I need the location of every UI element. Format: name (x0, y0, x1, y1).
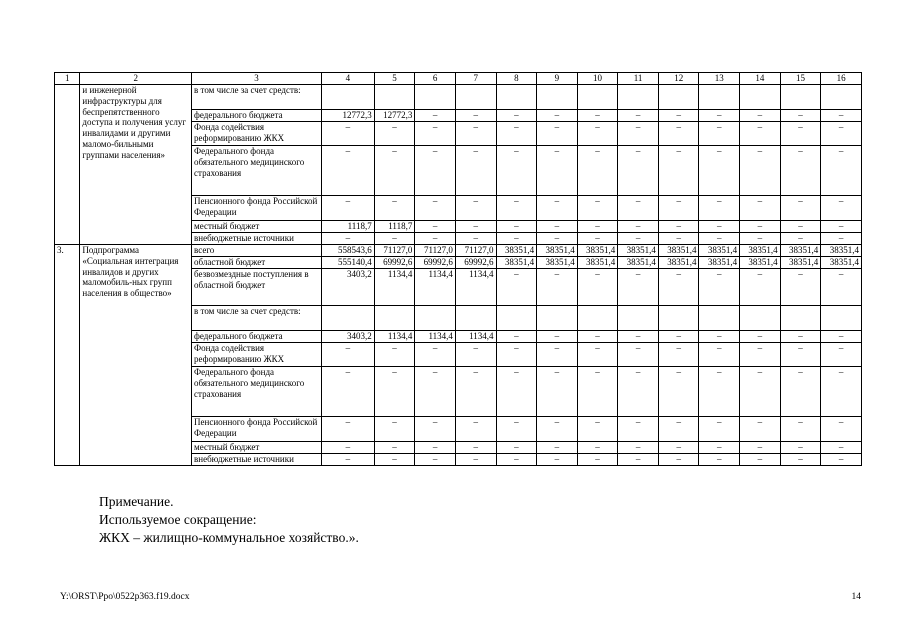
value-cell: – (740, 146, 781, 196)
value-cell: – (780, 269, 821, 306)
file-path: Y:\ORST\Ppo\0522p363.f19.docx (60, 592, 190, 602)
value-cell: – (415, 221, 456, 233)
value-cell: – (658, 110, 699, 122)
value-cell: – (780, 367, 821, 417)
value-cell: – (699, 146, 740, 196)
value-cell (780, 306, 821, 331)
value-cell: – (699, 417, 740, 442)
value-cell: 1134,4 (374, 331, 415, 343)
value-cell: – (740, 196, 781, 221)
value-cell: – (821, 417, 862, 442)
value-cell: – (455, 367, 496, 417)
value-cell: – (496, 269, 537, 306)
value-cell: – (699, 331, 740, 343)
value-cell: – (415, 122, 456, 146)
value-cell: – (780, 122, 821, 146)
table-header-row (55, 73, 862, 85)
value-cell: 69992,6 (455, 257, 496, 269)
value-cell: 38351,4 (821, 257, 862, 269)
value-cell (740, 306, 781, 331)
value-cell (658, 85, 699, 110)
row-number (55, 85, 80, 245)
value-cell: – (658, 233, 699, 245)
funding-source-label: в том числе за счет средств: (192, 306, 322, 331)
value-cell: – (699, 110, 740, 122)
column-number: 9 (537, 73, 578, 85)
value-cell: – (321, 367, 374, 417)
value-cell: – (780, 196, 821, 221)
value-cell: – (821, 233, 862, 245)
column-number: 15 (780, 73, 821, 85)
value-cell: – (618, 233, 659, 245)
table-row (55, 85, 862, 110)
value-cell: – (455, 454, 496, 466)
value-cell: – (740, 454, 781, 466)
value-cell: – (658, 417, 699, 442)
value-cell (618, 306, 659, 331)
value-cell: 38351,4 (699, 257, 740, 269)
value-cell: 38351,4 (740, 245, 781, 257)
value-cell: – (415, 343, 456, 367)
value-cell: – (496, 233, 537, 245)
value-cell: – (415, 417, 456, 442)
value-cell: – (374, 454, 415, 466)
value-cell: – (618, 269, 659, 306)
column-number: 1 (55, 73, 80, 85)
value-cell: 69992,6 (374, 257, 415, 269)
funding-source-label: федерального бюджета (192, 331, 322, 343)
value-cell: 71127,0 (374, 245, 415, 257)
value-cell (537, 306, 578, 331)
value-cell: 1134,4 (415, 331, 456, 343)
value-cell: – (577, 122, 618, 146)
value-cell (496, 85, 537, 110)
funding-source-label: всего (192, 245, 322, 257)
value-cell: – (618, 122, 659, 146)
value-cell: – (496, 146, 537, 196)
value-cell: – (699, 343, 740, 367)
column-number: 13 (699, 73, 740, 85)
value-cell: – (780, 233, 821, 245)
value-cell: 1134,4 (455, 331, 496, 343)
value-cell: – (537, 331, 578, 343)
program-name: Подпрограмма «Социальная интеграция инвалидов и других маломобиль-ных групп населения в общество» (80, 245, 192, 466)
funding-source-label: Федерального фонда обязательного медицинского страхования (192, 367, 322, 417)
value-cell: – (496, 442, 537, 454)
value-cell: 3403,2 (321, 269, 374, 306)
value-cell: – (496, 367, 537, 417)
value-cell (455, 306, 496, 331)
value-cell: – (780, 221, 821, 233)
table-row (55, 245, 862, 257)
value-cell: – (455, 343, 496, 367)
value-cell (821, 306, 862, 331)
value-cell: – (780, 331, 821, 343)
value-cell: 71127,0 (455, 245, 496, 257)
value-cell: – (821, 269, 862, 306)
value-cell: – (455, 417, 496, 442)
value-cell: – (577, 454, 618, 466)
value-cell: – (455, 122, 496, 146)
value-cell (577, 306, 618, 331)
value-cell: 1118,7 (321, 221, 374, 233)
value-cell: – (537, 146, 578, 196)
value-cell (577, 85, 618, 110)
value-cell: – (321, 233, 374, 245)
value-cell: – (699, 196, 740, 221)
value-cell (374, 306, 415, 331)
column-number: 8 (496, 73, 537, 85)
value-cell: – (321, 417, 374, 442)
value-cell: – (577, 417, 618, 442)
value-cell: – (374, 442, 415, 454)
value-cell: – (321, 442, 374, 454)
value-cell: – (577, 343, 618, 367)
value-cell: – (577, 221, 618, 233)
value-cell: 38351,4 (537, 257, 578, 269)
value-cell: – (455, 146, 496, 196)
value-cell: – (577, 331, 618, 343)
value-cell: – (740, 442, 781, 454)
value-cell: – (658, 146, 699, 196)
value-cell: – (618, 110, 659, 122)
value-cell: 558543,6 (321, 245, 374, 257)
value-cell: – (821, 331, 862, 343)
value-cell: – (740, 343, 781, 367)
value-cell (699, 306, 740, 331)
value-cell: – (496, 454, 537, 466)
value-cell (658, 306, 699, 331)
value-cell: – (321, 454, 374, 466)
value-cell: 38351,4 (658, 257, 699, 269)
value-cell: – (699, 454, 740, 466)
value-cell: – (374, 146, 415, 196)
value-cell (821, 85, 862, 110)
value-cell (321, 85, 374, 110)
value-cell: – (415, 110, 456, 122)
value-cell: – (658, 367, 699, 417)
note-title: Примечание. (99, 494, 174, 509)
value-cell: – (321, 343, 374, 367)
value-cell: – (618, 196, 659, 221)
value-cell: – (740, 110, 781, 122)
value-cell: – (740, 417, 781, 442)
value-cell: 38351,4 (496, 257, 537, 269)
program-name: и инженерной инфраструктуры для беспрепятственного доступа и получения услуг инвалидами и другими маломо-бильными группами населения» (80, 85, 192, 245)
value-cell: – (740, 367, 781, 417)
value-cell: – (455, 233, 496, 245)
value-cell: – (821, 146, 862, 196)
value-cell: – (699, 221, 740, 233)
value-cell: – (455, 221, 496, 233)
budget-table (54, 72, 862, 466)
value-cell: – (415, 233, 456, 245)
value-cell: – (374, 196, 415, 221)
value-cell: – (658, 196, 699, 221)
funding-source-label: Пенсионного фонда Российской Федерации (192, 417, 322, 442)
value-cell: 3403,2 (321, 331, 374, 343)
column-number: 7 (455, 73, 496, 85)
value-cell: – (821, 442, 862, 454)
funding-source-label: в том числе за счет средств: (192, 85, 322, 110)
value-cell: – (821, 343, 862, 367)
value-cell: – (321, 196, 374, 221)
funding-source-label: Фонда содействия реформированию ЖКХ (192, 343, 322, 367)
value-cell: – (496, 196, 537, 221)
value-cell (699, 85, 740, 110)
value-cell: – (618, 343, 659, 367)
value-cell: 38351,4 (496, 245, 537, 257)
value-cell: – (415, 454, 456, 466)
value-cell: – (374, 417, 415, 442)
value-cell (618, 85, 659, 110)
value-cell: – (699, 269, 740, 306)
value-cell: 555140,4 (321, 257, 374, 269)
funding-source-label: внебюджетные источники (192, 454, 322, 466)
value-cell: 38351,4 (537, 245, 578, 257)
value-cell: 12772,3 (374, 110, 415, 122)
value-cell: 69992,6 (415, 257, 456, 269)
column-number: 14 (740, 73, 781, 85)
value-cell: 38351,4 (618, 257, 659, 269)
value-cell: – (415, 367, 456, 417)
funding-source-label: безвозмездные поступления в областной бюджет (192, 269, 322, 306)
value-cell: – (577, 196, 618, 221)
funding-source-label: областной бюджет (192, 257, 322, 269)
value-cell: 38351,4 (618, 245, 659, 257)
value-cell (321, 306, 374, 331)
value-cell: 1118,7 (374, 221, 415, 233)
value-cell: 38351,4 (780, 245, 821, 257)
funding-source-label: Пенсионного фонда Российской Федерации (192, 196, 322, 221)
value-cell (374, 85, 415, 110)
value-cell: – (821, 196, 862, 221)
value-cell: – (455, 196, 496, 221)
value-cell: – (699, 233, 740, 245)
value-cell: – (821, 454, 862, 466)
value-cell: – (658, 442, 699, 454)
value-cell: – (780, 110, 821, 122)
column-number: 2 (80, 73, 192, 85)
value-cell: – (496, 417, 537, 442)
value-cell: – (699, 367, 740, 417)
column-number: 6 (415, 73, 456, 85)
value-cell (415, 85, 456, 110)
value-cell: 12772,3 (321, 110, 374, 122)
value-cell: – (415, 196, 456, 221)
value-cell: – (740, 233, 781, 245)
column-number: 4 (321, 73, 374, 85)
value-cell (415, 306, 456, 331)
value-cell (740, 85, 781, 110)
value-cell: – (537, 221, 578, 233)
value-cell: – (740, 122, 781, 146)
value-cell: – (374, 122, 415, 146)
funding-source-label: Фонда содействия реформированию ЖКХ (192, 122, 322, 146)
value-cell: 1134,4 (415, 269, 456, 306)
value-cell: – (374, 233, 415, 245)
value-cell: – (658, 269, 699, 306)
value-cell: – (577, 110, 618, 122)
value-cell: – (374, 343, 415, 367)
value-cell: – (537, 196, 578, 221)
value-cell (537, 85, 578, 110)
value-cell: – (780, 454, 821, 466)
value-cell: – (577, 442, 618, 454)
value-cell: – (699, 442, 740, 454)
column-number: 11 (618, 73, 659, 85)
value-cell: – (455, 442, 496, 454)
value-cell: – (537, 417, 578, 442)
value-cell: – (780, 343, 821, 367)
value-cell: – (740, 331, 781, 343)
value-cell: – (821, 221, 862, 233)
value-cell: – (780, 442, 821, 454)
page-number: 14 (851, 592, 861, 602)
row-number: 3. (55, 245, 80, 466)
value-cell: – (455, 110, 496, 122)
value-cell (455, 85, 496, 110)
value-cell: – (618, 331, 659, 343)
value-cell: – (496, 343, 537, 367)
value-cell: – (780, 417, 821, 442)
value-cell: – (658, 343, 699, 367)
value-cell: – (821, 367, 862, 417)
value-cell: – (537, 233, 578, 245)
value-cell: – (496, 110, 537, 122)
value-cell: – (618, 367, 659, 417)
note-abbreviation-heading: Используемое сокращение: (99, 512, 257, 527)
value-cell: – (740, 269, 781, 306)
value-cell: – (740, 221, 781, 233)
value-cell: – (537, 122, 578, 146)
value-cell: 38351,4 (577, 245, 618, 257)
funding-source-label: внебюджетные источники (192, 233, 322, 245)
value-cell: – (618, 454, 659, 466)
value-cell: – (618, 146, 659, 196)
funding-source-label: местный бюджет (192, 221, 322, 233)
value-cell: – (537, 454, 578, 466)
value-cell: 71127,0 (415, 245, 456, 257)
value-cell: – (658, 122, 699, 146)
value-cell: – (821, 122, 862, 146)
column-number: 16 (821, 73, 862, 85)
value-cell: – (618, 221, 659, 233)
value-cell: – (699, 122, 740, 146)
value-cell: – (577, 146, 618, 196)
value-cell: – (821, 110, 862, 122)
value-cell: – (658, 454, 699, 466)
value-cell: – (415, 442, 456, 454)
value-cell: – (658, 331, 699, 343)
value-cell: 38351,4 (740, 257, 781, 269)
value-cell: – (537, 269, 578, 306)
value-cell: – (496, 221, 537, 233)
funding-source-label: федерального бюджета (192, 110, 322, 122)
value-cell: – (537, 110, 578, 122)
value-cell: 1134,4 (374, 269, 415, 306)
value-cell: – (496, 122, 537, 146)
value-cell: 38351,4 (658, 245, 699, 257)
column-number: 5 (374, 73, 415, 85)
value-cell: – (577, 269, 618, 306)
value-cell: – (780, 146, 821, 196)
value-cell (496, 306, 537, 331)
value-cell: 38351,4 (821, 245, 862, 257)
column-number: 12 (658, 73, 699, 85)
value-cell: – (537, 442, 578, 454)
value-cell: – (577, 233, 618, 245)
value-cell: 38351,4 (577, 257, 618, 269)
value-cell: – (415, 146, 456, 196)
value-cell: – (321, 122, 374, 146)
column-number: 10 (577, 73, 618, 85)
value-cell: – (321, 146, 374, 196)
value-cell: – (537, 343, 578, 367)
value-cell: – (537, 367, 578, 417)
value-cell: – (496, 331, 537, 343)
value-cell (780, 85, 821, 110)
funding-source-label: местный бюджет (192, 442, 322, 454)
value-cell: – (577, 367, 618, 417)
note-abbreviation: ЖКХ – жилищно-коммунальное хозяйство.». (99, 530, 359, 545)
value-cell: 38351,4 (699, 245, 740, 257)
value-cell: – (658, 221, 699, 233)
value-cell: 1134,4 (455, 269, 496, 306)
value-cell: – (618, 417, 659, 442)
value-cell: 38351,4 (780, 257, 821, 269)
value-cell: – (374, 367, 415, 417)
funding-source-label: Федерального фонда обязательного медицинского страхования (192, 146, 322, 196)
value-cell: – (618, 442, 659, 454)
column-number: 3 (192, 73, 322, 85)
